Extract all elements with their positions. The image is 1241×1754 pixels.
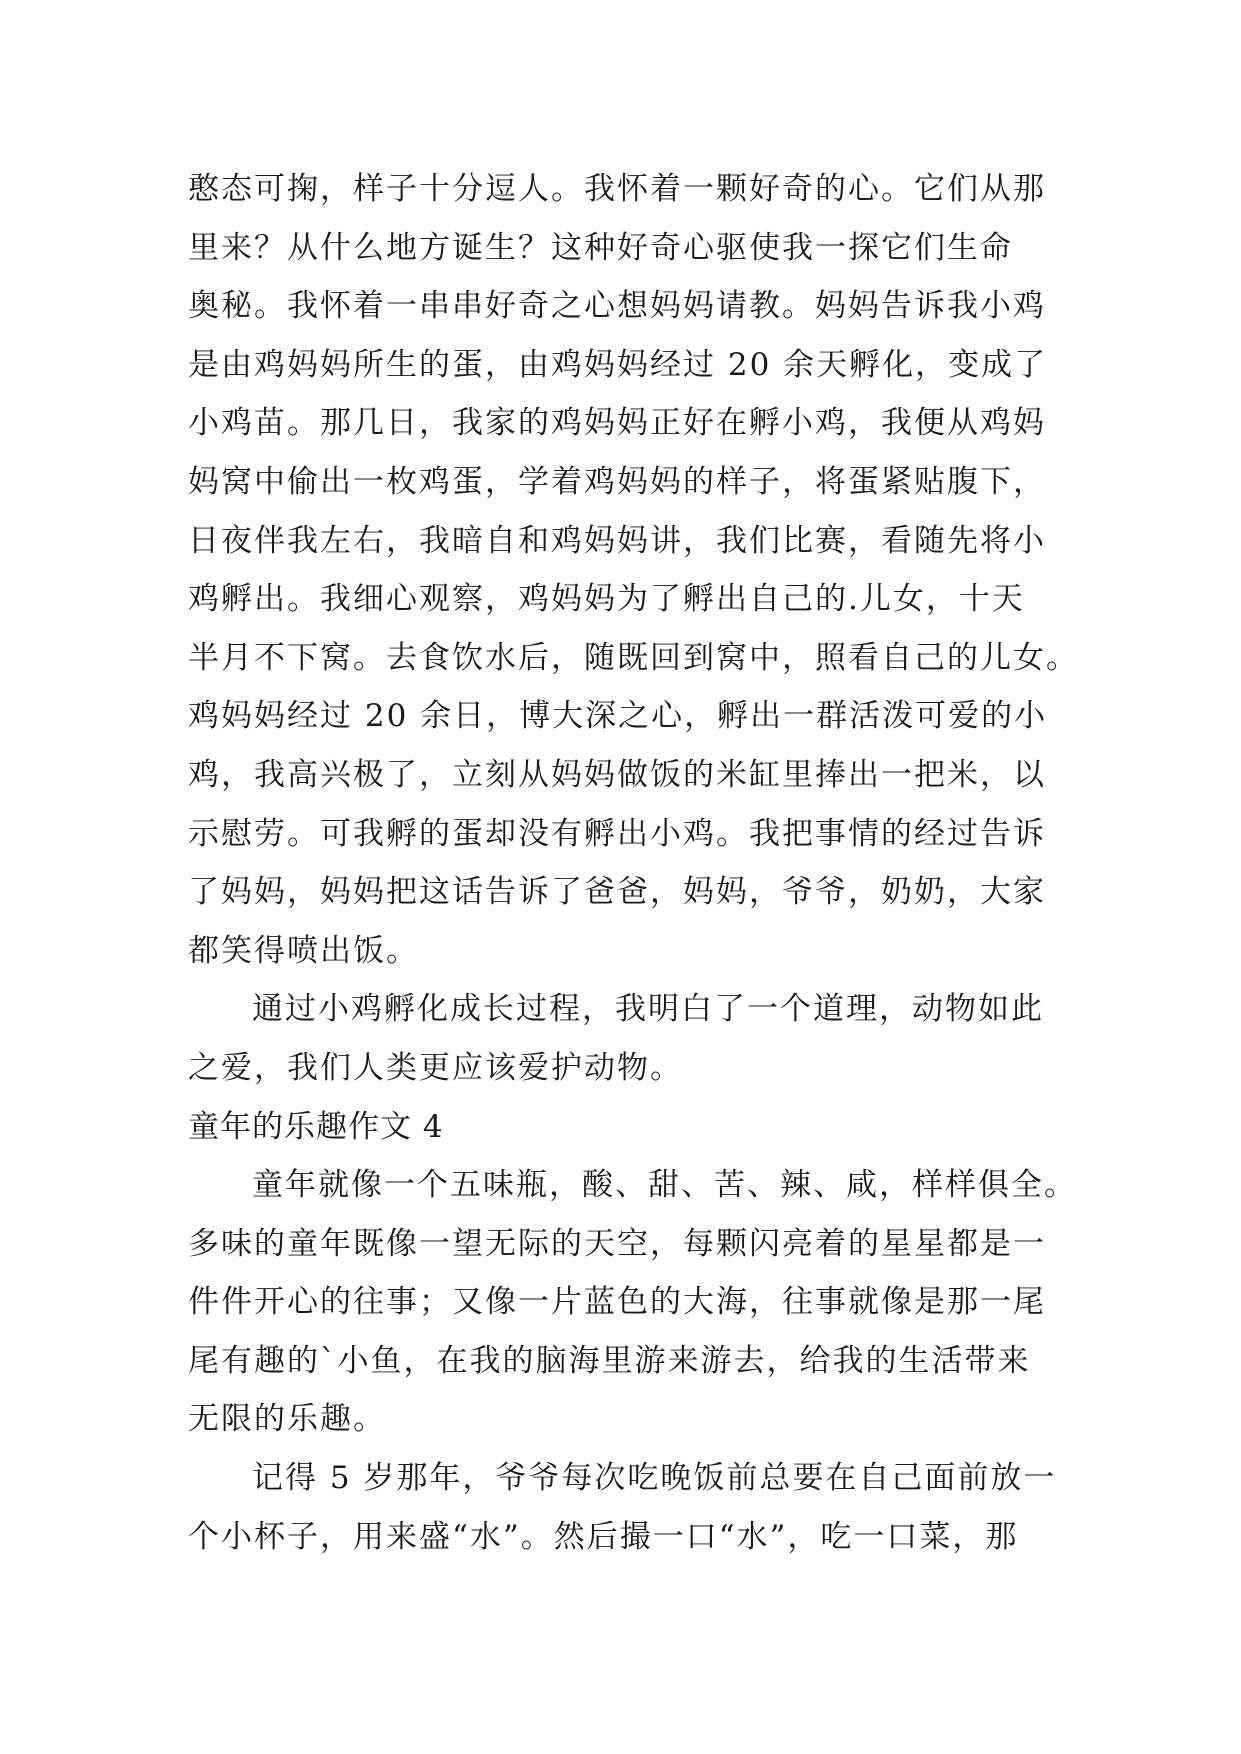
text-line: 了妈妈，妈妈把这话告诉了爸爸，妈妈，爷爷，奶奶，大家 — [188, 874, 1046, 911]
text-line: 妈窝中偷出一枚鸡蛋，学着鸡妈妈的样子，将蛋紧贴腹下， — [188, 463, 1046, 500]
text-line: 件件开心的往事；又像一片蓝色的大海，往事就像是那一尾 — [188, 1284, 1046, 1321]
text-line: 憨态可掬，样子十分逗人。我怀着一颗好奇的心。它们从那 — [188, 171, 1046, 207]
text-line: 鸡妈妈经过 20 余日，博大深之心，孵出一群活泼可爱的小 — [188, 698, 1048, 735]
text-line: 鸡孵出。我细心观察，鸡妈妈为了孵出自己的.儿女，十天 — [188, 581, 1025, 618]
text-line: 都笑得喷出饭。 — [188, 932, 419, 969]
text-line: 多味的童年既像一望无际的天空，每颗闪亮着的星星都是一 — [188, 1225, 1046, 1262]
text-line: 个小杯子，用来盛“水”。然后撮一口“水”，吃一口菜，那 — [188, 1518, 1019, 1555]
paragraph-first-line: 通过小鸡孵化成长过程，我明白了一个道理，动物如此 — [252, 991, 1044, 1028]
paragraph-first-line: 记得 5 岁那年，爷爷每次吃晚饭前总要在自己面前放一 — [252, 1460, 1057, 1497]
text-line: 尾有趣的`小鱼，在我的脑海里游来游去，给我的生活带来 — [188, 1342, 1031, 1379]
text-line: 里来？从什么地方诞生？这种好奇心驱使我一探它们生命 — [188, 229, 1013, 266]
text-line: 是由鸡妈妈所生的蛋，由鸡妈妈经过 20 余天孵化，变成了 — [188, 346, 1048, 383]
body-text — [188, 160, 1079, 1566]
text-line: 日夜伴我左右，我暗自和鸡妈妈讲，我们比赛，看随先将小 — [188, 522, 1046, 559]
text-line: 鸡，我高兴极了，立刻从妈妈做饭的米缸里捧出一把米，以 — [188, 756, 1046, 793]
text-line: 之爱，我们人类更应该爱护动物。 — [188, 1049, 683, 1086]
section-heading: 童年的乐趣作文 4 — [188, 1108, 444, 1145]
text-line: 无限的乐趣。 — [188, 1401, 386, 1438]
text-line: 奥秘。我怀着一串串好奇之心想妈妈请教。妈妈告诉我小鸡 — [188, 288, 1046, 325]
text-line: 半月不下窝。去食饮水后，随既回到窝中，照看自己的儿女。 — [188, 639, 1079, 676]
paragraph-first-line: 童年就像一个五味瓶，酸、甜、苦、辣、咸，样样俱全。 — [252, 1167, 1077, 1204]
text-line: 小鸡苗。那几日，我家的鸡妈妈正好在孵小鸡，我便从鸡妈 — [188, 405, 1046, 442]
text-line: 示慰劳。可我孵的蛋却没有孵出小鸡。我把事情的经过告诉 — [188, 815, 1046, 852]
